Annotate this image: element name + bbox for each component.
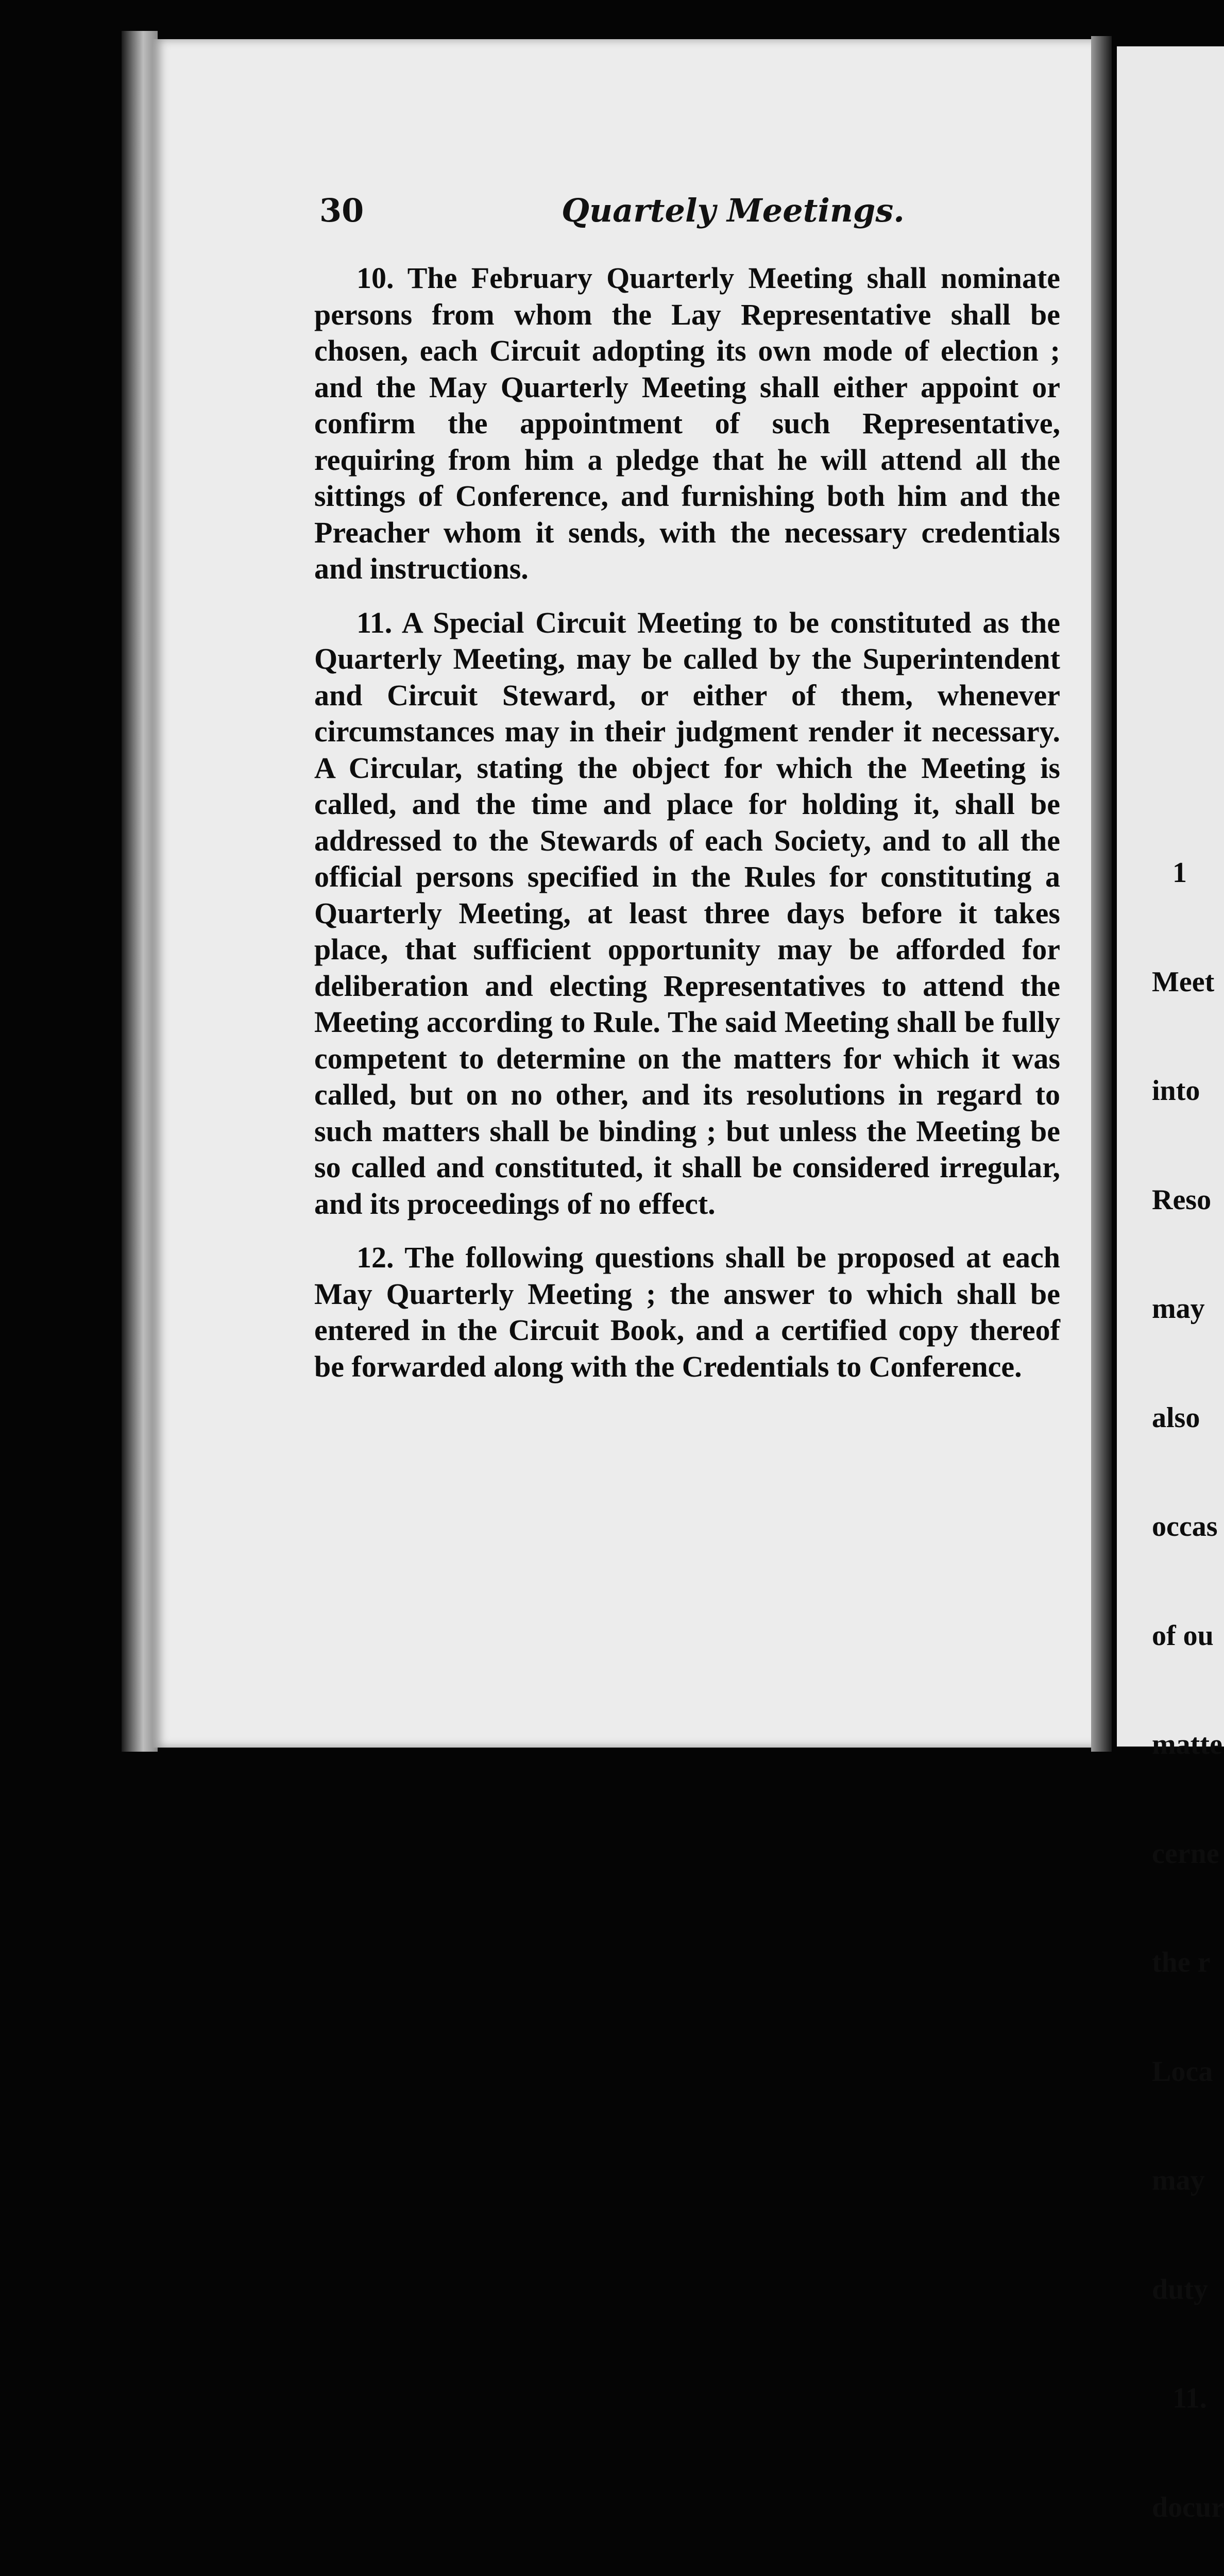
- facing-line: into: [1152, 1075, 1200, 1107]
- page-gutter: [1091, 36, 1112, 1752]
- facing-line: 11.: [1172, 2382, 1207, 2414]
- paragraph-11: 11. A Special Circuit Meeting to be constituted as the Quarterly Meeting, may be called by the Superintendent and Circuit Steward, or either of them, whenever circumstances may in their judgment render it necessary. A Circular, stating the object for which the Meeting is called, and the time and place for holding it, shall be addressed to the Stewards of each Society, and to all the official persons specified in the Rules for constituting a Quarterly Meeting, at least three days before it takes place, that sufficient opportunity may be afforded for deliberation and electing Representatives to attend the Meeting according to Rule. The said Meeting shall be fully competent to determine on the matters for which it was called, but on no other, and its resolutions in regard to such matters shall be binding ; but unless the Meeting be so called and constituted, it shall be considered irregular, and its proceedings of no effect.: [314, 605, 1060, 1221]
- facing-line: cerne: [1152, 1837, 1219, 1870]
- running-head: [319, 192, 1041, 238]
- facing-line: the r: [1152, 1946, 1211, 1978]
- facing-line: also: [1152, 1401, 1200, 1434]
- facing-line: docur: [1152, 2491, 1224, 2523]
- facing-line: Loca: [1152, 2055, 1213, 2088]
- facing-line: duty: [1152, 2273, 1208, 2306]
- paragraph-12: 12. The following questions shall be proposed at each May Quarterly Meeting ; the answer to which shall be entered in the Circuit Book, and a certified copy thereof be forwarded along with the Credentials to Conference.: [314, 1241, 1060, 1383]
- facing-page-text: [1152, 782, 1224, 2576]
- page-number: 30: [319, 192, 364, 229]
- facing-page: [1117, 46, 1224, 2523]
- facing-line: Reso: [1152, 1183, 1212, 1216]
- facing-line: Meet: [1152, 965, 1215, 998]
- facing-line: may: [1152, 1293, 1205, 1325]
- facing-line: occas: [1152, 1511, 1218, 1543]
- facing-line: of ou: [1152, 1619, 1214, 1652]
- running-head-title: Quartely Meetings.: [562, 192, 905, 229]
- body-text: [314, 260, 1060, 1402]
- paragraph-10: 10. The February Quarterly Meeting shall nominate persons from whom the Lay Representative shall be chosen, each Circuit adopting its own mode of election ; and the May Quarterly Meeting shall either appoint or confirm the appointment of such Representative, requiring from him a pledge that he will attend all the sittings of Conference, and furnishing both him and the Preacher whom it sends, with the necessary credentials and instructions.: [314, 261, 1060, 585]
- facing-line: 1: [1172, 857, 1187, 889]
- facing-line: may: [1152, 2164, 1205, 2196]
- facing-line: matte: [1152, 1728, 1222, 1760]
